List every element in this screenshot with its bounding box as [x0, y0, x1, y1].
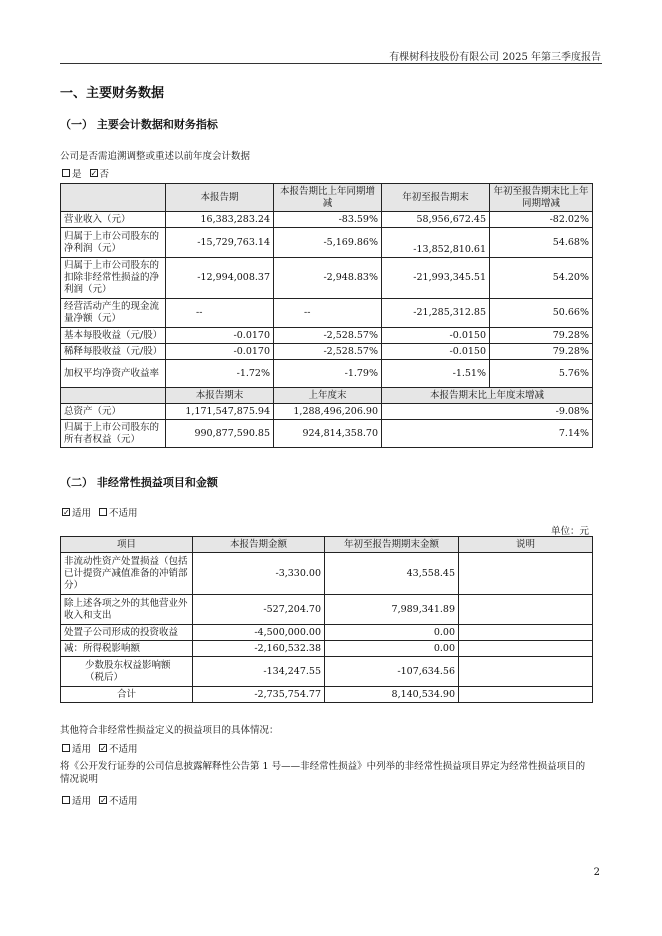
row-label: 加权平均净资产收益率 [61, 360, 166, 388]
reclassification-options [62, 793, 138, 807]
cell-value: 79.28% [490, 344, 593, 360]
page-number: 2 [593, 867, 600, 878]
restatement-options [62, 166, 109, 180]
cell-value: -0.0150 [382, 328, 490, 344]
cell-value: -1.79% [274, 360, 382, 388]
other-items-options [62, 741, 138, 755]
option-applicable[interactable]: 适用 [62, 793, 91, 807]
cell-value: 0.00 [325, 625, 459, 641]
table-subheader-row [61, 388, 593, 404]
checkbox-checked-icon[interactable] [99, 796, 107, 804]
cell-value: -21,285,312.85 [382, 299, 490, 328]
cell-value: -83.59% [274, 212, 382, 228]
cell-value: 58,956,672.45 [382, 212, 490, 228]
table-row [61, 328, 593, 344]
restatement-question: 公司是否需追溯调整或重述以前年度会计数据 [60, 151, 251, 162]
cell-value: 7,989,341.89 [325, 595, 459, 625]
cell-note [459, 657, 593, 687]
subsection-title-2: （二） 非经常性损益项目和金额 [60, 476, 218, 489]
row-label: 基本每股收益（元/股） [61, 328, 166, 344]
cell-value: -2,528.57% [274, 344, 382, 360]
table-row [61, 228, 593, 258]
option-applicable[interactable]: ✓ 适用 [62, 505, 91, 519]
section-title: 一、主要财务数据 [60, 86, 165, 101]
option-yes[interactable]: 是 [62, 166, 82, 180]
checkbox-unchecked-icon[interactable] [99, 508, 107, 516]
row-label: 合计 [61, 687, 193, 703]
cell-value: -2,160,532.38 [193, 641, 325, 657]
cell-value: -0.0150 [382, 344, 490, 360]
cell-value: -2,735,754.77 [193, 687, 325, 703]
subsection-title-1: （一） 主要会计数据和财务指标 [60, 118, 218, 131]
table-header-cell: 上年度末 [274, 388, 382, 404]
key-financial-table [60, 183, 593, 448]
cell-value: -9.08% [382, 404, 593, 420]
cell-value: 43,558.45 [325, 553, 459, 595]
table-header-cell: 本报告期末比上年度末增减 [382, 388, 593, 404]
cell-value: 0.00 [325, 641, 459, 657]
cell-value: -13,852,810.61 [382, 228, 490, 258]
table-row [61, 625, 593, 641]
cell-note [459, 641, 593, 657]
table-header-cell: 年初至报告期末 [382, 184, 490, 212]
cell-value: 50.66% [490, 299, 593, 328]
cell-value: 54.20% [490, 258, 593, 299]
cell-value: -5,169.86% [274, 228, 382, 258]
checkbox-unchecked-icon[interactable] [62, 169, 70, 177]
page-header: 有棵树科技股份有限公司 2025 年第三季度报告 [389, 52, 601, 63]
cell-value: -107,634.56 [325, 657, 459, 687]
cell-value: -2,528.57% [274, 328, 382, 344]
cell-value: 1,171,547,875.94 [166, 404, 274, 420]
option-not-applicable[interactable]: 不适用 [99, 505, 138, 519]
table-header-row [61, 184, 593, 212]
cell-value: -1.51% [382, 360, 490, 388]
cell-value: 54.68% [490, 228, 593, 258]
cell-value: -2,948.83% [274, 258, 382, 299]
unit-label: 单位：元 [550, 526, 589, 537]
non-recurring-table [60, 536, 593, 703]
table-row [61, 641, 593, 657]
row-label: 经营活动产生的现金流量净额（元） [61, 299, 166, 328]
cell-note [459, 595, 593, 625]
table-row [61, 404, 593, 420]
option-no[interactable]: ✓ 否 [90, 166, 110, 180]
checkbox-checked-icon[interactable] [62, 508, 70, 516]
cell-value: -3,330.00 [193, 553, 325, 595]
applicable-options [62, 505, 138, 519]
table-header-row [61, 537, 593, 553]
row-label: 稀释每股收益（元/股） [61, 344, 166, 360]
row-label: 除上述各项之外的其他营业外收入和支出 [61, 595, 193, 625]
cell-value: -- [166, 299, 274, 328]
table-row [61, 553, 593, 595]
cell-value: -0.0170 [166, 344, 274, 360]
row-label: 总资产（元） [61, 404, 166, 420]
header-divider [60, 63, 602, 64]
checkbox-unchecked-icon[interactable] [62, 796, 70, 804]
cell-value: -0.0170 [166, 328, 274, 344]
cell-value: -12,994,008.37 [166, 258, 274, 299]
option-not-applicable[interactable]: ✓ 不适用 [99, 793, 138, 807]
table-header-cell: 项目 [61, 537, 193, 553]
table-row [61, 344, 593, 360]
table-row [61, 299, 593, 328]
row-label: 非流动性资产处置损益（包括已计提资产减值准备的冲销部分） [61, 553, 193, 595]
cell-note [459, 625, 593, 641]
cell-value: -134,247.55 [193, 657, 325, 687]
cell-value: 5.76% [490, 360, 593, 388]
checkbox-checked-icon[interactable] [99, 744, 107, 752]
cell-note [459, 553, 593, 595]
cell-value: -15,729,763.14 [166, 228, 274, 258]
table-row [61, 212, 593, 228]
cell-value: -1.72% [166, 360, 274, 388]
cell-value: 8,140,534.90 [325, 687, 459, 703]
option-applicable[interactable]: 适用 [62, 741, 91, 755]
cell-value: -82.02% [490, 212, 593, 228]
table-row [61, 360, 593, 388]
cell-value: 79.28% [490, 328, 593, 344]
cell-value: -4,500,000.00 [193, 625, 325, 641]
table-row-total [61, 687, 593, 703]
table-header-cell: 年初至报告期末比上年同期增减 [490, 184, 593, 212]
other-items-note: 其他符合非经常性损益定义的损益项目的具体情况： [60, 725, 279, 736]
table-header-cell: 本报告期末 [166, 388, 274, 404]
checkbox-unchecked-icon[interactable] [62, 744, 70, 752]
cell-value: 1,288,496,206.90 [274, 404, 382, 420]
cell-value: -- [274, 299, 382, 328]
table-header-cell: 本报告期比上年同期增减 [274, 184, 382, 212]
cell-value: -527,204.70 [193, 595, 325, 625]
table-header-cell: 说明 [459, 537, 593, 553]
row-label: 营业收入（元） [61, 212, 166, 228]
cell-value: 924,814,358.70 [274, 420, 382, 448]
table-row [61, 657, 593, 687]
cell-note [459, 687, 593, 703]
cell-value: 990,877,590.85 [166, 420, 274, 448]
table-header-cell: 本报告期 [166, 184, 274, 212]
checkbox-checked-icon[interactable] [90, 169, 98, 177]
row-label: 归属于上市公司股东的扣除非经常性损益的净利润（元） [61, 258, 166, 299]
table-header-cell: 年初至报告期期末金额 [325, 537, 459, 553]
table-row [61, 420, 593, 448]
table-header-cell [61, 184, 166, 212]
cell-value: 16,383,283.24 [166, 212, 274, 228]
table-row [61, 595, 593, 625]
row-label: 归属于上市公司股东的净利润（元） [61, 228, 166, 258]
row-label: 处置子公司形成的投资收益 [61, 625, 193, 641]
table-header-cell: 本报告期金额 [193, 537, 325, 553]
table-row [61, 258, 593, 299]
reclassification-note: 将《公开发行证券的公司信息披露解释性公告第 1 号——非经常性损益》中列举的非经常性损益项目界定为经常性损益项目的情况说明 [60, 761, 586, 785]
row-label: 减：所得税影响额 [61, 641, 193, 657]
cell-value: -21,993,345.51 [382, 258, 490, 299]
row-label: 归属于上市公司股东的所有者权益（元） [61, 420, 166, 448]
table-header-cell [61, 388, 166, 404]
option-not-applicable[interactable]: ✓ 不适用 [99, 741, 138, 755]
row-label: 少数股东权益影响额（税后） [61, 657, 193, 687]
cell-value: 7.14% [382, 420, 593, 448]
